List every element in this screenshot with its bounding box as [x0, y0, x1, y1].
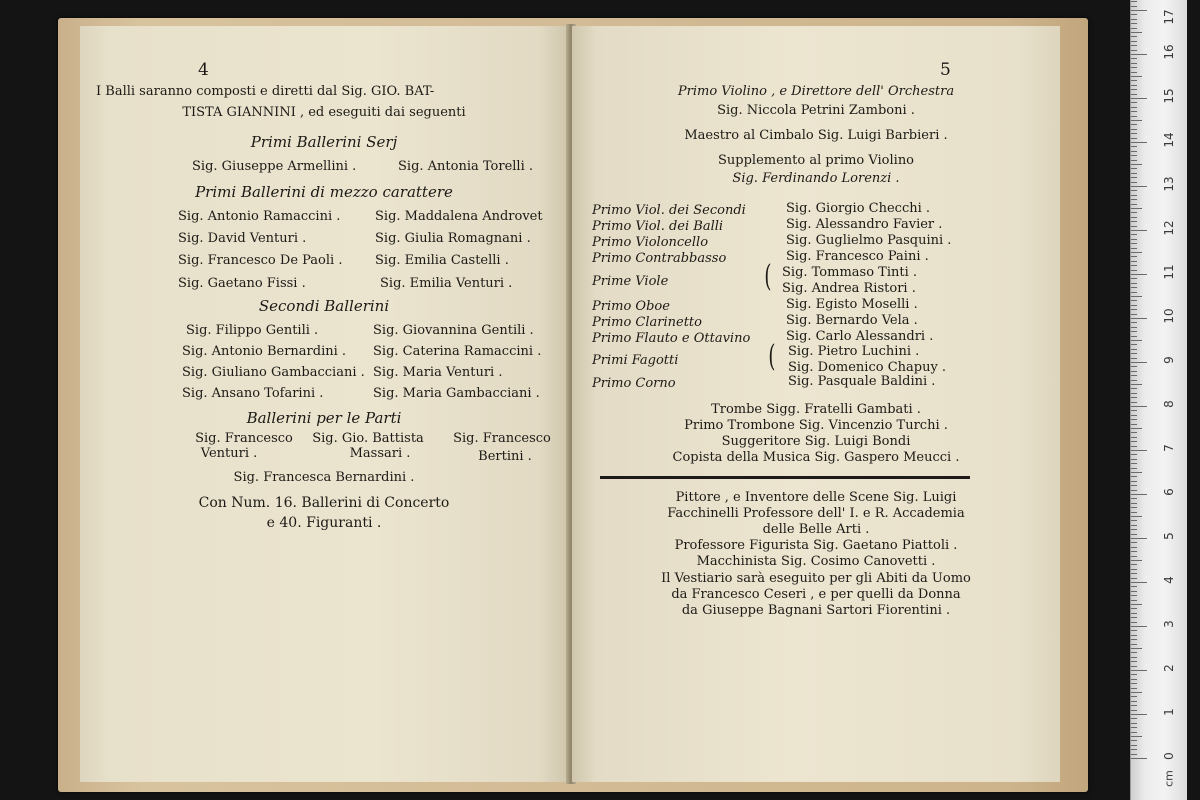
brace-viole: ( [764, 259, 772, 294]
ruler-tick [1131, 622, 1137, 623]
ruler-tick [1131, 534, 1137, 535]
ruler-tick [1131, 670, 1147, 671]
ruler-tick [1131, 415, 1137, 416]
ruler-tick [1131, 208, 1142, 209]
intro-line-2: TISTA GIANNINI , ed eseguiti dai seguenti [182, 105, 466, 120]
ruler-tick [1131, 28, 1137, 29]
list-item: Sig. Francesca Bernardini . [233, 470, 415, 485]
ruler-tick [1131, 410, 1137, 411]
ruler-tick [1131, 560, 1142, 561]
vestiario-line-2: da Francesco Ceseri , e per quelli da Donna [671, 587, 961, 602]
ruler-tick [1131, 591, 1137, 592]
supplemento-line: Supplemento al primo Violino [717, 153, 915, 168]
ruler-tick [1131, 512, 1137, 513]
ruler-tick [1131, 578, 1137, 579]
ruler-tick [1131, 349, 1137, 350]
ruler-tick [1131, 666, 1137, 667]
ruler-tick [1131, 556, 1137, 557]
ruler-tick [1131, 195, 1137, 196]
ruler-tick [1131, 639, 1137, 640]
ruler-tick [1131, 542, 1137, 543]
ruler-tick [1131, 481, 1137, 482]
ruler-tick [1131, 76, 1142, 77]
ruler-tick [1131, 573, 1137, 574]
ruler-tick [1131, 204, 1137, 205]
ruler-tick [1131, 199, 1137, 200]
closing-line-1: Con Num. 16. Ballerini di Concerto [198, 495, 450, 511]
orchestra-role: Primo Corno [592, 376, 676, 391]
right-page [572, 26, 1060, 782]
copista-line: Copista della Musica Sig. Gaspero Meucci . [672, 450, 960, 465]
ruler-tick [1131, 754, 1137, 755]
ruler-tick [1131, 314, 1137, 315]
ruler-number: 8 [1162, 400, 1176, 408]
ruler-tick [1131, 221, 1137, 222]
ruler-tick [1131, 419, 1137, 420]
list-item: Sig. Francesco [195, 431, 293, 446]
ruler-tick [1131, 604, 1142, 605]
list-item: Sig. Caterina Ramaccini . [373, 344, 542, 359]
ruler-tick [1131, 459, 1137, 460]
ruler-tick [1131, 309, 1137, 310]
ruler-tick [1131, 230, 1147, 231]
ruler-number: 9 [1162, 356, 1176, 364]
pittore-line-3: delle Belle Arti . [762, 522, 870, 537]
heading-primi-serj: Primi Ballerini Serj [250, 133, 398, 151]
ruler-number: 15 [1162, 88, 1176, 104]
ruler-number: 17 [1162, 9, 1176, 25]
ruler-tick [1131, 6, 1137, 7]
list-item: Sig. Ansano Tofarini . [182, 386, 324, 401]
ruler-tick [1131, 296, 1142, 297]
ruler-tick [1131, 331, 1137, 332]
pittore-line-1: Pittore , e Inventore delle Scene Sig. Luigi [675, 490, 957, 505]
ruler-tick [1131, 261, 1137, 262]
ruler-tick [1131, 239, 1137, 240]
list-item: Sig. Antonio Ramaccini . [178, 209, 341, 224]
ruler-tick [1131, 10, 1147, 11]
orchestra-name: Sig. Giorgio Checchi . [786, 201, 931, 216]
ruler-tick [1131, 547, 1137, 548]
ruler-tick [1131, 85, 1137, 86]
ruler-tick [1131, 366, 1137, 367]
ruler-tick [1131, 124, 1137, 125]
ruler-tick [1131, 300, 1137, 301]
list-item: Sig. Filippo Gentili . [186, 323, 319, 338]
list-item: Sig. Maria Venturi . [373, 365, 503, 380]
ruler-number: 7 [1162, 444, 1176, 452]
ruler-unit: cm [1162, 770, 1176, 787]
ruler-tick [1131, 582, 1147, 583]
ruler-tick [1131, 476, 1137, 477]
orchestra-role: Primo Violoncello [592, 235, 709, 250]
ruler-number: 11 [1162, 264, 1176, 280]
ruler-tick [1131, 529, 1137, 530]
ruler-tick [1131, 50, 1137, 51]
ruler-tick [1131, 138, 1137, 139]
orchestra-role: Primo Clarinetto [592, 315, 702, 330]
ruler-tick [1131, 270, 1137, 271]
ruler-tick [1131, 340, 1142, 341]
list-item: Bertini . [478, 449, 532, 464]
ruler-tick [1131, 278, 1137, 279]
ruler-tick [1131, 305, 1137, 306]
ruler-tick [1131, 133, 1137, 134]
ruler-tick [1131, 327, 1137, 328]
ruler-tick [1131, 446, 1137, 447]
ruler-tick [1131, 234, 1137, 235]
list-item: Massari . [349, 446, 411, 461]
ruler-tick [1131, 718, 1137, 719]
ruler-tick [1131, 644, 1137, 645]
ruler-tick [1131, 692, 1142, 693]
ruler-tick [1131, 336, 1137, 337]
intro-line-1: I Balli saranno composti e diretti dal Sig. GIO. BAT- [96, 84, 435, 99]
ruler-tick [1131, 736, 1142, 737]
ruler-tick [1131, 190, 1137, 191]
ruler-tick [1131, 450, 1147, 451]
list-item: Sig. Antonia Torelli . [398, 159, 534, 174]
cembalo-line: Maestro al Cimbalo Sig. Luigi Barbieri . [684, 128, 948, 143]
ruler-tick [1131, 454, 1137, 455]
ruler-tick [1131, 630, 1137, 631]
ruler-tick [1131, 617, 1137, 618]
ruler-tick [1131, 507, 1137, 508]
ruler-tick [1131, 98, 1147, 99]
ruler-tick [1131, 595, 1137, 596]
ruler-tick [1131, 494, 1147, 495]
ruler-tick [1131, 468, 1137, 469]
ruler-tick [1131, 402, 1137, 403]
heading-parti: Ballerini per le Parti [246, 409, 402, 427]
ruler-tick [1131, 322, 1137, 323]
ruler-number: 3 [1162, 620, 1176, 628]
ruler-tick [1131, 745, 1137, 746]
orchestra-name: Sig. Guglielmo Pasquini . [786, 233, 952, 248]
ruler-tick [1131, 520, 1137, 521]
ruler-tick [1131, 463, 1137, 464]
ruler-tick [1131, 679, 1137, 680]
ruler-tick [1131, 538, 1147, 539]
ruler-number: 10 [1162, 308, 1176, 324]
ruler-tick [1131, 186, 1147, 187]
orchestra-name: Sig. Alessandro Favier . [786, 217, 943, 232]
vestiario-line-3: da Giuseppe Bagnani Sartori Fiorentini . [681, 603, 951, 618]
ruler-tick [1131, 265, 1137, 266]
list-item: Sig. Giuseppe Armellini . [192, 159, 357, 174]
list-item: Sig. Emilia Venturi . [380, 276, 513, 291]
orchestra-role: Primo Flauto e Ottavino [592, 331, 751, 346]
ruler-tick [1131, 58, 1137, 59]
ruler-tick [1131, 212, 1137, 213]
page-number-right: 5 [940, 60, 951, 80]
ruler-tick [1131, 380, 1137, 381]
orchestra-director: Primo Violino , e Direttore dell' Orchestra [677, 84, 955, 99]
list-item: Venturi . [200, 446, 258, 461]
orchestra-name: Sig. Egisto Moselli . [786, 297, 918, 312]
ruler-tick [1131, 428, 1142, 429]
ruler-tick [1131, 217, 1137, 218]
ruler-tick [1131, 397, 1137, 398]
trombone-line: Primo Trombone Sig. Vincenzio Turchi . [684, 418, 948, 433]
ruler-tick [1131, 441, 1137, 442]
ruler-tick [1131, 688, 1137, 689]
ruler-tick [1131, 569, 1137, 570]
ruler-tick [1131, 384, 1142, 385]
ruler-tick [1131, 503, 1137, 504]
ruler-tick [1131, 177, 1137, 178]
ruler-tick [1131, 63, 1137, 64]
list-item: Sig. Antonio Bernardini . [182, 344, 347, 359]
ruler-tick [1131, 424, 1137, 425]
ruler-tick [1131, 287, 1137, 288]
trombe-line: Trombe Sigg. Fratelli Gambati . [711, 402, 921, 417]
list-item: Sig. Gaetano Fissi . [178, 276, 306, 291]
list-item: Sig. Giulia Romagnani . [375, 231, 531, 246]
ruler-tick [1131, 406, 1147, 407]
ruler-tick [1131, 226, 1137, 227]
ruler-tick [1131, 23, 1137, 24]
ruler-tick [1131, 160, 1137, 161]
ruler-tick [1131, 107, 1137, 108]
ruler-tick [1131, 564, 1137, 565]
closing-line-2: e 40. Figuranti . [266, 515, 382, 531]
ruler-tick [1131, 393, 1137, 394]
ruler-tick [1131, 94, 1137, 95]
ruler-tick [1131, 696, 1137, 697]
vestiario-line-1: Il Vestiario sarà eseguito per gli Abiti da Uomo [661, 571, 971, 586]
ruler-number: 6 [1162, 488, 1176, 496]
ruler-tick [1131, 432, 1137, 433]
ruler-tick [1131, 344, 1137, 345]
list-item: Sig. Giuliano Gambacciani . [182, 365, 365, 380]
ruler-tick [1131, 749, 1137, 750]
ruler-tick [1131, 657, 1137, 658]
ruler-tick [1131, 674, 1137, 675]
ruler-tick [1131, 635, 1137, 636]
ruler-number: 1 [1162, 708, 1176, 716]
figurista-line: Professore Figurista Sig. Gaetano Piattoli . [674, 538, 958, 553]
ruler-tick [1131, 661, 1137, 662]
orchestra-role: Primo Viol. dei Balli [592, 219, 724, 234]
ruler-tick [1131, 525, 1137, 526]
ruler-tick [1131, 164, 1142, 165]
ruler-tick [1131, 248, 1137, 249]
ruler-tick [1131, 1, 1137, 2]
orchestra-name: Sig. Francesco Paini . [786, 249, 929, 264]
orchestra-role: Primi Fagotti [592, 353, 679, 368]
ruler-tick [1131, 613, 1137, 614]
ruler-tick [1131, 608, 1137, 609]
ruler-tick [1131, 111, 1137, 112]
ruler-tick [1131, 371, 1137, 372]
ruler-tick [1131, 353, 1137, 354]
page-number-left: 4 [198, 60, 209, 80]
ruler-tick [1131, 129, 1137, 130]
ruler-tick [1131, 32, 1142, 33]
ruler-number: 4 [1162, 576, 1176, 584]
ruler-tick [1131, 168, 1137, 169]
ruler-tick [1131, 252, 1142, 253]
ruler-tick [1131, 151, 1137, 152]
ruler-number: 12 [1162, 220, 1176, 236]
orchestra-name: Sig. Carlo Alessandri . [786, 329, 934, 344]
list-item: Sig. Emilia Castelli . [375, 253, 509, 268]
ruler-tick [1131, 727, 1137, 728]
ruler-tick [1131, 710, 1137, 711]
ruler-tick [1131, 283, 1137, 284]
ruler-tick [1131, 19, 1137, 20]
ruler-tick [1131, 155, 1137, 156]
left-page [80, 26, 568, 782]
orchestra-name: Sig. Tommaso Tinti . [782, 265, 918, 280]
ruler-tick [1131, 362, 1147, 363]
orchestra-role: Primo Oboe [592, 299, 670, 314]
ruler-tick [1131, 36, 1137, 37]
ruler-tick [1131, 600, 1137, 601]
ruler-tick [1131, 173, 1137, 174]
list-item: Sig. Francesco [453, 431, 551, 446]
ruler-tick [1131, 705, 1137, 706]
separator-rule [600, 476, 970, 479]
brace-fagotti: ( [768, 339, 776, 374]
ruler-tick [1131, 626, 1147, 627]
list-item: Sig. Francesco De Paoli . [178, 253, 343, 268]
heading-mezzo-carattere: Primi Ballerini di mezzo carattere [195, 183, 453, 201]
ruler-tick [1131, 375, 1137, 376]
supplemento-name: Sig. Ferdinando Lorenzi . [732, 171, 900, 186]
list-item: Sig. Giovannina Gentili . [373, 323, 534, 338]
orchestra-role: Primo Viol. dei Secondi [592, 203, 746, 218]
measuring-ruler [1130, 0, 1187, 800]
ruler-number: 5 [1162, 532, 1176, 540]
ruler-tick [1131, 758, 1147, 759]
ruler-tick [1131, 732, 1137, 733]
ruler-tick [1131, 67, 1137, 68]
ruler-tick [1131, 41, 1137, 42]
ruler-tick [1131, 648, 1142, 649]
ruler-tick [1131, 586, 1137, 587]
ruler-tick [1131, 54, 1147, 55]
orchestra-role: Primo Contrabbasso [592, 251, 727, 266]
ruler-tick [1131, 243, 1137, 244]
ruler-tick [1131, 102, 1137, 103]
ruler-number: 13 [1162, 176, 1176, 192]
ruler-tick [1131, 516, 1142, 517]
ruler-tick [1131, 723, 1137, 724]
macchinista-line: Macchinista Sig. Cosimo Canovetti . [696, 554, 936, 569]
ruler-tick [1131, 701, 1137, 702]
ruler-tick [1131, 45, 1137, 46]
ruler-tick [1131, 146, 1137, 147]
list-item: Sig. David Venturi . [178, 231, 307, 246]
suggeritore-line: Suggeritore Sig. Luigi Bondi [721, 434, 911, 449]
orchestra-name: Sig. Pasquale Baldini . [788, 374, 936, 389]
ruler-tick [1131, 120, 1142, 121]
ruler-number: 0 [1162, 752, 1176, 760]
ruler-tick [1131, 89, 1137, 90]
ruler-tick [1131, 256, 1137, 257]
ruler-tick [1131, 142, 1147, 143]
list-item: Sig. Gio. Battista [312, 431, 424, 446]
ruler-tick [1131, 116, 1137, 117]
ruler-tick [1131, 358, 1137, 359]
ruler-tick [1131, 72, 1137, 73]
orchestra-name: Sig. Andrea Ristori . [782, 281, 916, 296]
ruler-tick [1131, 551, 1137, 552]
ruler-tick [1131, 388, 1137, 389]
orchestra-name: Sig. Bernardo Vela . [786, 313, 918, 328]
ruler-tick [1131, 318, 1147, 319]
ruler-tick [1131, 472, 1142, 473]
pittore-line-2: Facchinelli Professore dell' I. e R. Accademia [667, 506, 965, 521]
ruler-tick [1131, 292, 1137, 293]
ruler-number: 2 [1162, 664, 1176, 672]
list-item: Sig. Maddalena Androvet [375, 209, 543, 224]
orchestra-role: Prime Viole [592, 274, 669, 289]
ruler-tick [1131, 652, 1137, 653]
orchestra-director-name: Sig. Niccola Petrini Zamboni . [717, 103, 915, 118]
ruler-tick [1131, 485, 1137, 486]
ruler-tick [1131, 714, 1147, 715]
ruler-number: 16 [1162, 44, 1176, 60]
ruler-tick [1131, 683, 1137, 684]
ruler-tick [1131, 182, 1137, 183]
ruler-tick [1131, 437, 1137, 438]
ruler-tick [1131, 740, 1137, 741]
orchestra-name: Sig. Domenico Chapuy . [788, 360, 947, 375]
list-item: Sig. Maria Gambacciani . [373, 386, 540, 401]
ruler-tick [1131, 14, 1137, 15]
heading-secondi: Secondi Ballerini [258, 297, 390, 315]
orchestra-name: Sig. Pietro Luchini . [788, 344, 920, 359]
ruler-tick [1131, 80, 1137, 81]
ruler-tick [1131, 274, 1147, 275]
ruler-tick [1131, 490, 1137, 491]
ruler-tick [1131, 498, 1137, 499]
ruler-number: 14 [1162, 132, 1176, 148]
